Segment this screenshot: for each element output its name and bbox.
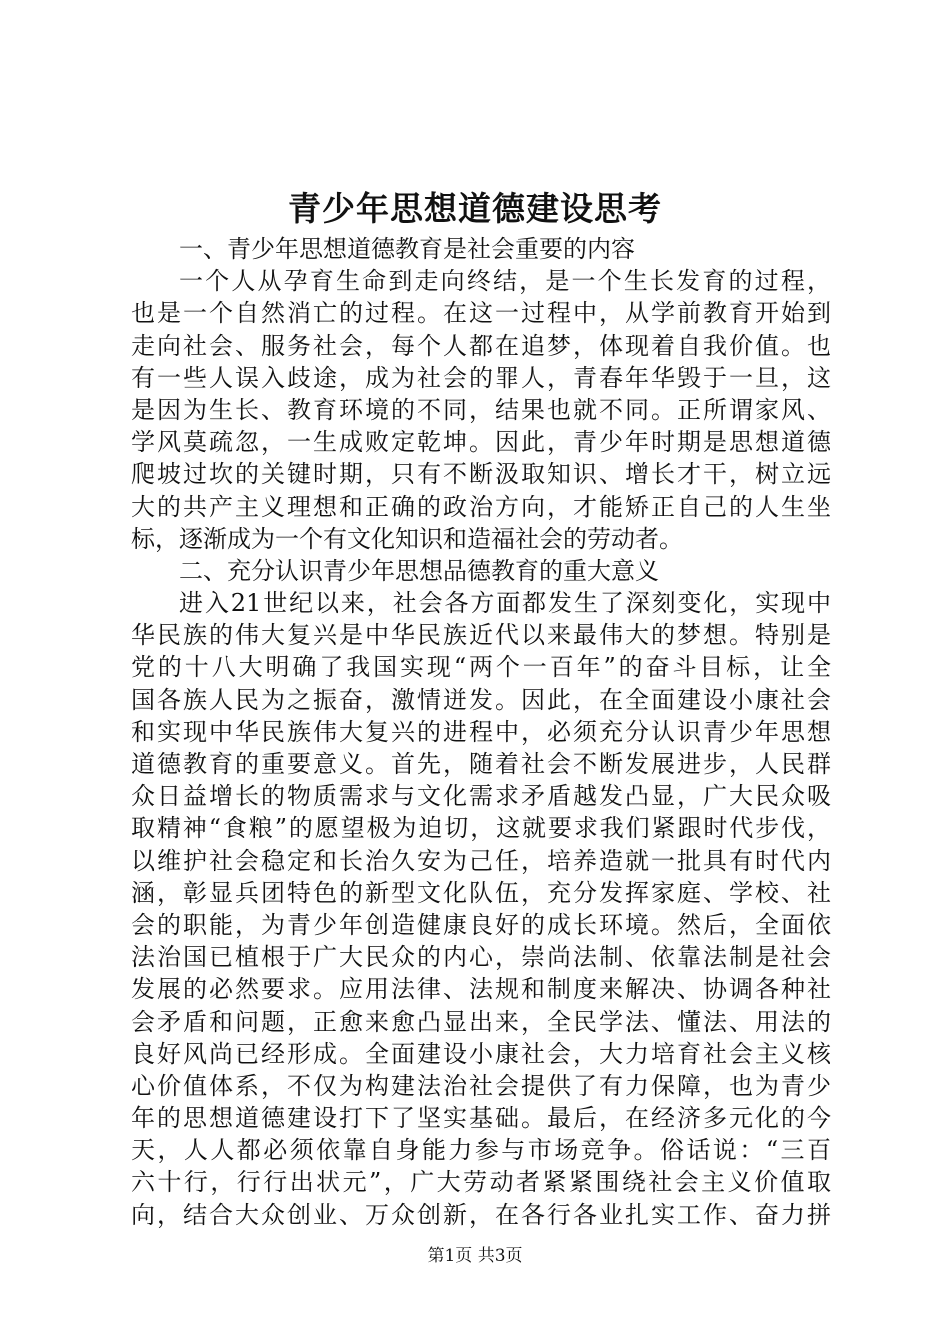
text-line: 会矛盾和问题，正愈来愈凸显出来，全民学法、懂法、用法的 [131,1007,831,1036]
text-line: 和实现中华民族伟大复兴的进程中，必须充分认识青少年思想 [131,717,831,746]
text-line: 法治国已植根于广大民众的内心，崇尚法制、依靠法制是社会 [131,943,831,972]
page-title: 青少年思想道德建设思考 [288,189,662,228]
text-line: 以维护社会稳定和长治久安为己任，培养造就一批具有时代内 [131,846,831,875]
page-footer: 第1页 共3页 [427,1246,523,1266]
text-line: 进入21世纪以来，社会各方面都发生了深刻变化，实现中 [179,589,831,618]
text-line: 一个人从孕育生命到走向终结，是一个生长发育的过程， [179,267,831,296]
text-line: 党的十八大明确了我国实现“两个一百年”的奋斗目标，让全 [131,653,831,682]
text-line: 是因为生长、教育环境的不同，结果也就不同。正所谓家风、 [131,395,831,424]
text-line: 良好风尚已经形成。全面建设小康社会，大力培育社会主义核 [131,1039,831,1068]
text-line: 取精神“食粮”的愿望极为迫切，这就要求我们紧跟时代步伐， [131,814,831,843]
text-line: 心价值体系，不仅为构建法治社会提供了有力保障，也为青少 [131,1071,831,1100]
text-line: 向，结合大众创业、万众创新，在各行各业扎实工作、奋力拼 [131,1200,831,1229]
text-line: 众日益增长的物质需求与文化需求矛盾越发凸显，广大民众吸 [131,782,831,811]
text-line: 二、充分认识青少年思想品德教育的重大意义 [179,556,659,585]
text-line: 华民族的伟大复兴是中华民族近代以来最伟大的梦想。特别是 [131,621,831,650]
text-line: 六十行，行行出状元”，广大劳动者紧紧围绕社会主义价值取 [131,1168,831,1197]
text-line: 大的共产主义理想和正确的政治方向，才能矫正自己的人生坐 [131,492,831,521]
text-line: 爬坡过坎的关键时期，只有不断汲取知识、增长才干，树立远 [131,460,831,489]
text-line: 年的思想道德建设打下了坚实基础。最后，在经济多元化的今 [131,1104,831,1133]
document-body [131,233,831,1231]
text-line: 有一些人误入歧途，成为社会的罪人，青春年华毁于一旦，这 [131,363,831,392]
text-line: 道德教育的重要意义。首先，随着社会不断发展进步，人民群 [131,750,831,778]
text-line: 天，人人都必须依靠自身能力参与市场竞争。俗话说：“三百 [131,1136,831,1165]
text-line: 走向社会、服务社会，每个人都在追梦，体现着自我价值。也 [131,331,831,360]
text-line: 发展的必然要求。应用法律、法规和制度来解决、协调各种社 [131,975,831,1004]
text-line: 学风莫疏忽，一生成败定乾坤。因此，青少年时期是思想道德 [131,428,831,457]
text-line: 也是一个自然消亡的过程。在这一过程中，从学前教育开始到 [131,299,831,328]
text-line: 一、青少年思想道德教育是社会重要的内容 [179,235,635,263]
text-line: 会的职能，为青少年创造健康良好的成长环境。然后，全面依 [131,910,831,939]
text-line: 标，逐渐成为一个有文化知识和造福社会的劳动者。 [131,524,683,553]
text-line: 国各族人民为之振奋，激情迸发。因此，在全面建设小康社会 [131,685,831,714]
text-line: 涵，彰显兵团特色的新型文化队伍，充分发挥家庭、学校、社 [131,878,831,907]
